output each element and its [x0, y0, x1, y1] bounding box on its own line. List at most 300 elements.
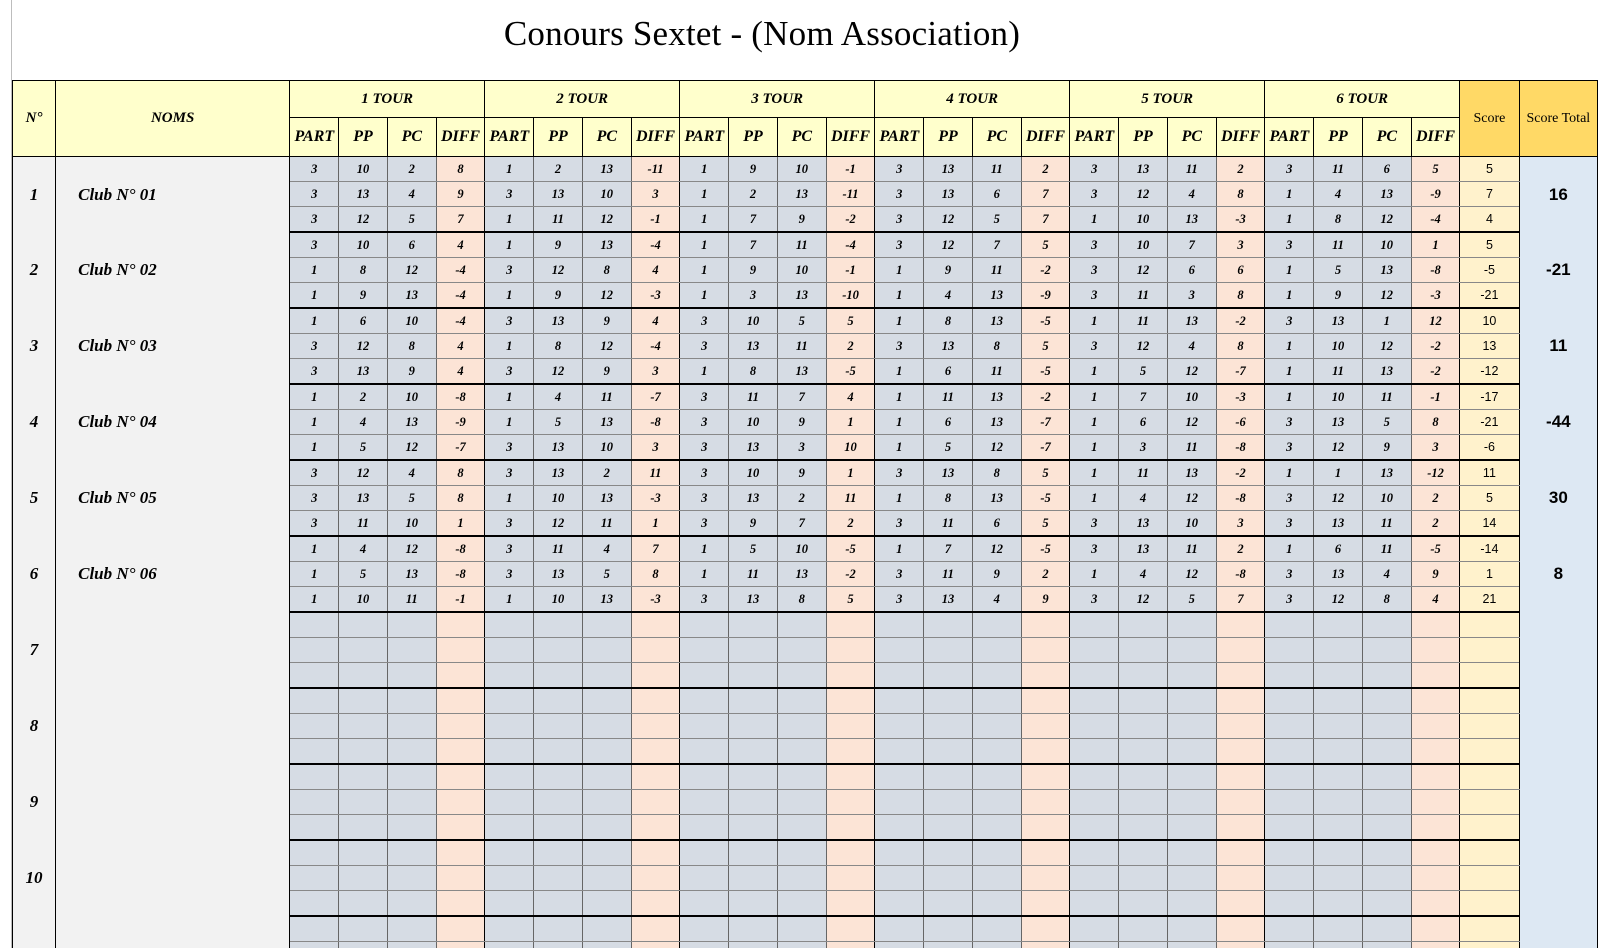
cell-part[interactable]: 1: [290, 384, 339, 410]
cell-part[interactable]: 3: [1070, 536, 1119, 562]
cell-pp[interactable]: [534, 663, 582, 689]
cell-diff[interactable]: 4: [436, 232, 484, 258]
cell-pc[interactable]: 11: [1167, 157, 1216, 182]
cell-diff[interactable]: [826, 612, 874, 638]
cell-diff[interactable]: [436, 764, 484, 790]
club-name[interactable]: Club N° 02: [56, 232, 290, 308]
club-score-total[interactable]: [1519, 688, 1597, 764]
cell-part[interactable]: [290, 764, 339, 790]
cell-pc[interactable]: 13: [582, 486, 631, 511]
cell-pc[interactable]: 13: [972, 283, 1021, 309]
cell-part[interactable]: [875, 942, 924, 948]
cell-diff[interactable]: [1216, 790, 1264, 815]
cell-pc[interactable]: 11: [1167, 536, 1216, 562]
club-score-total[interactable]: -21: [1519, 232, 1597, 308]
cell-part[interactable]: 1: [680, 562, 729, 587]
cell-pp[interactable]: 10: [339, 157, 387, 182]
cell-pp[interactable]: 5: [339, 562, 387, 587]
cell-pc[interactable]: [1167, 942, 1216, 948]
cell-pp[interactable]: 12: [1119, 258, 1167, 283]
cell-pc[interactable]: [777, 638, 826, 663]
cell-pc[interactable]: 13: [972, 308, 1021, 334]
cell-part[interactable]: [875, 916, 924, 942]
cell-diff[interactable]: [826, 790, 874, 815]
cell-pc[interactable]: [972, 790, 1021, 815]
cell-pc[interactable]: 6: [972, 182, 1021, 207]
cell-diff[interactable]: 4: [1411, 587, 1459, 613]
cell-pp[interactable]: [1119, 688, 1167, 714]
cell-part[interactable]: 1: [485, 232, 534, 258]
cell-pp[interactable]: 13: [339, 182, 387, 207]
cell-pc[interactable]: 12: [582, 334, 631, 359]
cell-pc[interactable]: 6: [1362, 157, 1411, 182]
club-name[interactable]: Club N° 03: [56, 308, 290, 384]
cell-part[interactable]: 1: [1265, 334, 1314, 359]
cell-diff[interactable]: 1: [1411, 232, 1459, 258]
cell-part[interactable]: [290, 916, 339, 942]
cell-part[interactable]: [1265, 739, 1314, 765]
cell-pc[interactable]: 12: [582, 207, 631, 233]
cell-pc[interactable]: 9: [777, 410, 826, 435]
cell-pp[interactable]: [924, 714, 972, 739]
cell-score[interactable]: [1460, 739, 1520, 765]
cell-pp[interactable]: 5: [1314, 258, 1362, 283]
club-number[interactable]: 3: [13, 308, 56, 384]
cell-part[interactable]: 1: [1070, 359, 1119, 385]
cell-pp[interactable]: 10: [534, 486, 582, 511]
cell-pc[interactable]: 13: [387, 410, 436, 435]
cell-part[interactable]: [680, 790, 729, 815]
cell-pc[interactable]: [972, 916, 1021, 942]
cell-pp[interactable]: 9: [924, 258, 972, 283]
cell-part[interactable]: [680, 840, 729, 866]
cell-pc[interactable]: 13: [582, 410, 631, 435]
cell-diff[interactable]: [1021, 916, 1069, 942]
cell-pc[interactable]: [1167, 739, 1216, 765]
cell-part[interactable]: 3: [290, 182, 339, 207]
cell-pc[interactable]: 13: [777, 182, 826, 207]
cell-diff[interactable]: [826, 739, 874, 765]
cell-diff[interactable]: [631, 638, 679, 663]
cell-diff[interactable]: 2: [1411, 511, 1459, 537]
cell-pp[interactable]: [1314, 739, 1362, 765]
cell-pc[interactable]: [1362, 815, 1411, 841]
cell-pc[interactable]: 3: [777, 435, 826, 461]
cell-part[interactable]: [290, 663, 339, 689]
cell-score[interactable]: -5: [1460, 258, 1520, 283]
club-score-total[interactable]: 11: [1519, 308, 1597, 384]
cell-pp[interactable]: [729, 790, 777, 815]
cell-part[interactable]: 3: [1265, 511, 1314, 537]
cell-diff[interactable]: -1: [1411, 384, 1459, 410]
cell-pp[interactable]: [339, 714, 387, 739]
cell-pc[interactable]: 10: [777, 258, 826, 283]
cell-part[interactable]: 3: [875, 511, 924, 537]
cell-pp[interactable]: 13: [729, 334, 777, 359]
cell-part[interactable]: [875, 815, 924, 841]
cell-part[interactable]: 1: [875, 258, 924, 283]
cell-pp[interactable]: 7: [1119, 384, 1167, 410]
cell-pp[interactable]: 9: [729, 157, 777, 182]
cell-pc[interactable]: 13: [1362, 359, 1411, 385]
cell-pc[interactable]: [582, 638, 631, 663]
cell-pc[interactable]: [972, 815, 1021, 841]
cell-diff[interactable]: [436, 942, 484, 948]
cell-part[interactable]: 1: [680, 182, 729, 207]
cell-pc[interactable]: 6: [387, 232, 436, 258]
cell-pp[interactable]: 11: [1119, 283, 1167, 309]
cell-part[interactable]: [875, 866, 924, 891]
cell-part[interactable]: 1: [1265, 536, 1314, 562]
cell-part[interactable]: [485, 916, 534, 942]
cell-diff[interactable]: 10: [826, 435, 874, 461]
cell-pp[interactable]: [729, 739, 777, 765]
cell-pp[interactable]: 7: [729, 232, 777, 258]
cell-pp[interactable]: 4: [339, 536, 387, 562]
cell-diff[interactable]: -2: [1216, 460, 1264, 486]
cell-part[interactable]: 1: [290, 308, 339, 334]
cell-diff[interactable]: 7: [1021, 207, 1069, 233]
cell-diff[interactable]: -5: [1411, 536, 1459, 562]
cell-pp[interactable]: [534, 815, 582, 841]
cell-diff[interactable]: [631, 739, 679, 765]
cell-part[interactable]: 1: [680, 232, 729, 258]
cell-pp[interactable]: [339, 891, 387, 917]
cell-diff[interactable]: -3: [631, 486, 679, 511]
cell-diff[interactable]: [1411, 891, 1459, 917]
cell-pc[interactable]: 12: [1362, 207, 1411, 233]
cell-pp[interactable]: 10: [729, 460, 777, 486]
cell-part[interactable]: [485, 764, 534, 790]
cell-pc[interactable]: 12: [1167, 359, 1216, 385]
cell-part[interactable]: 3: [485, 562, 534, 587]
cell-pp[interactable]: [1119, 840, 1167, 866]
cell-pp[interactable]: [1119, 739, 1167, 765]
cell-diff[interactable]: [436, 840, 484, 866]
cell-pc[interactable]: 13: [777, 283, 826, 309]
cell-pp[interactable]: 4: [1314, 182, 1362, 207]
cell-part[interactable]: [1265, 815, 1314, 841]
cell-pc[interactable]: 10: [1362, 232, 1411, 258]
cell-pc[interactable]: 10: [1167, 384, 1216, 410]
cell-diff[interactable]: 1: [631, 511, 679, 537]
cell-diff[interactable]: [826, 688, 874, 714]
cell-pp[interactable]: 13: [924, 460, 972, 486]
cell-score[interactable]: -6: [1460, 435, 1520, 461]
cell-pp[interactable]: 12: [339, 334, 387, 359]
cell-pc[interactable]: [777, 942, 826, 948]
cell-part[interactable]: 3: [1070, 511, 1119, 537]
cell-part[interactable]: 1: [1070, 435, 1119, 461]
cell-diff[interactable]: [1411, 612, 1459, 638]
cell-part[interactable]: [1070, 866, 1119, 891]
club-name[interactable]: Club N° 06: [56, 536, 290, 612]
cell-diff[interactable]: [1411, 840, 1459, 866]
cell-pc[interactable]: 2: [387, 157, 436, 182]
cell-pp[interactable]: 9: [339, 283, 387, 309]
cell-part[interactable]: 3: [1070, 157, 1119, 182]
cell-diff[interactable]: [1411, 688, 1459, 714]
cell-pc[interactable]: 7: [1167, 232, 1216, 258]
club-name[interactable]: [56, 916, 290, 948]
cell-pp[interactable]: 10: [1314, 334, 1362, 359]
cell-part[interactable]: 3: [680, 334, 729, 359]
cell-diff[interactable]: [1216, 714, 1264, 739]
cell-part[interactable]: [1070, 688, 1119, 714]
cell-diff[interactable]: -6: [1216, 410, 1264, 435]
cell-pc[interactable]: [1362, 688, 1411, 714]
cell-part[interactable]: 3: [680, 460, 729, 486]
cell-diff[interactable]: [1021, 663, 1069, 689]
cell-part[interactable]: 3: [1265, 587, 1314, 613]
cell-diff[interactable]: -2: [1021, 258, 1069, 283]
cell-pc[interactable]: [1362, 764, 1411, 790]
cell-pp[interactable]: 9: [1314, 283, 1362, 309]
cell-pp[interactable]: 9: [729, 258, 777, 283]
cell-pp[interactable]: 8: [1314, 207, 1362, 233]
cell-part[interactable]: [680, 891, 729, 917]
cell-part[interactable]: [875, 739, 924, 765]
cell-part[interactable]: [485, 942, 534, 948]
cell-pp[interactable]: 12: [924, 207, 972, 233]
cell-score[interactable]: 5: [1460, 157, 1520, 182]
cell-part[interactable]: [680, 688, 729, 714]
cell-diff[interactable]: -12: [1411, 460, 1459, 486]
cell-pc[interactable]: 10: [387, 308, 436, 334]
cell-part[interactable]: 1: [680, 207, 729, 233]
cell-diff[interactable]: [631, 866, 679, 891]
cell-part[interactable]: [290, 714, 339, 739]
cell-pc[interactable]: 5: [972, 207, 1021, 233]
cell-pp[interactable]: [1119, 916, 1167, 942]
cell-part[interactable]: 3: [1070, 334, 1119, 359]
cell-pc[interactable]: [1167, 764, 1216, 790]
cell-diff[interactable]: [436, 739, 484, 765]
cell-part[interactable]: [1265, 663, 1314, 689]
cell-pc[interactable]: [582, 612, 631, 638]
cell-pp[interactable]: [534, 916, 582, 942]
cell-pc[interactable]: [777, 815, 826, 841]
cell-part[interactable]: 1: [680, 283, 729, 309]
cell-diff[interactable]: -1: [436, 587, 484, 613]
cell-pc[interactable]: [1362, 714, 1411, 739]
cell-pp[interactable]: 13: [729, 587, 777, 613]
cell-part[interactable]: [680, 663, 729, 689]
cell-part[interactable]: 1: [485, 410, 534, 435]
cell-part[interactable]: [875, 790, 924, 815]
cell-pc[interactable]: 13: [1362, 460, 1411, 486]
cell-diff[interactable]: [826, 840, 874, 866]
cell-diff[interactable]: -4: [436, 308, 484, 334]
cell-pc[interactable]: 5: [1167, 587, 1216, 613]
club-name[interactable]: Club N° 04: [56, 384, 290, 460]
club-score-total[interactable]: -44: [1519, 384, 1597, 460]
cell-diff[interactable]: -9: [436, 410, 484, 435]
cell-pc[interactable]: 5: [582, 562, 631, 587]
cell-part[interactable]: 1: [875, 308, 924, 334]
cell-part[interactable]: 3: [1265, 232, 1314, 258]
cell-diff[interactable]: [1411, 764, 1459, 790]
cell-part[interactable]: [680, 942, 729, 948]
cell-pc[interactable]: 13: [972, 384, 1021, 410]
cell-pp[interactable]: [339, 815, 387, 841]
cell-pp[interactable]: [534, 790, 582, 815]
cell-diff[interactable]: 1: [826, 460, 874, 486]
cell-pc[interactable]: 13: [387, 562, 436, 587]
cell-diff[interactable]: [1216, 688, 1264, 714]
cell-pc[interactable]: 9: [582, 359, 631, 385]
cell-part[interactable]: [1070, 638, 1119, 663]
cell-part[interactable]: 3: [680, 587, 729, 613]
cell-pc[interactable]: 12: [1167, 562, 1216, 587]
cell-part[interactable]: [290, 891, 339, 917]
cell-pp[interactable]: 7: [924, 536, 972, 562]
cell-part[interactable]: 3: [1070, 258, 1119, 283]
cell-pp[interactable]: 10: [534, 587, 582, 613]
cell-pp[interactable]: [729, 663, 777, 689]
cell-pc[interactable]: [387, 790, 436, 815]
club-number[interactable]: 10: [13, 840, 56, 916]
cell-diff[interactable]: [1021, 739, 1069, 765]
cell-part[interactable]: 3: [485, 258, 534, 283]
cell-part[interactable]: 1: [875, 486, 924, 511]
cell-part[interactable]: 3: [290, 334, 339, 359]
cell-score[interactable]: [1460, 612, 1520, 638]
cell-diff[interactable]: -8: [1216, 562, 1264, 587]
cell-score[interactable]: [1460, 688, 1520, 714]
cell-pc[interactable]: 10: [582, 435, 631, 461]
cell-pp[interactable]: 6: [1314, 536, 1362, 562]
cell-part[interactable]: [1265, 638, 1314, 663]
cell-pp[interactable]: 9: [729, 511, 777, 537]
cell-pp[interactable]: 13: [924, 157, 972, 182]
cell-diff[interactable]: -2: [1216, 308, 1264, 334]
club-score-total[interactable]: [1519, 916, 1597, 948]
cell-pp[interactable]: 5: [729, 536, 777, 562]
cell-diff[interactable]: 9: [1021, 587, 1069, 613]
cell-part[interactable]: 3: [290, 460, 339, 486]
cell-pp[interactable]: [924, 764, 972, 790]
cell-part[interactable]: [1265, 916, 1314, 942]
cell-part[interactable]: [485, 688, 534, 714]
cell-diff[interactable]: [1216, 638, 1264, 663]
cell-pp[interactable]: [1119, 790, 1167, 815]
cell-part[interactable]: [680, 714, 729, 739]
cell-pp[interactable]: [339, 764, 387, 790]
cell-pp[interactable]: [1314, 714, 1362, 739]
cell-pp[interactable]: [924, 815, 972, 841]
cell-diff[interactable]: [436, 916, 484, 942]
cell-pc[interactable]: 9: [1362, 435, 1411, 461]
cell-pp[interactable]: 13: [534, 562, 582, 587]
cell-pp[interactable]: 13: [924, 587, 972, 613]
cell-score[interactable]: 13: [1460, 334, 1520, 359]
cell-pp[interactable]: [924, 612, 972, 638]
cell-pc[interactable]: 8: [777, 587, 826, 613]
cell-diff[interactable]: 8: [436, 486, 484, 511]
cell-diff[interactable]: 2: [826, 334, 874, 359]
cell-diff[interactable]: 8: [1216, 182, 1264, 207]
cell-pc[interactable]: [387, 612, 436, 638]
cell-pc[interactable]: [582, 663, 631, 689]
cell-pp[interactable]: 8: [729, 359, 777, 385]
cell-diff[interactable]: 5: [826, 308, 874, 334]
cell-diff[interactable]: [1216, 612, 1264, 638]
cell-pc[interactable]: 13: [582, 157, 631, 182]
cell-part[interactable]: [290, 866, 339, 891]
cell-pp[interactable]: [1314, 638, 1362, 663]
cell-pc[interactable]: 13: [1362, 182, 1411, 207]
cell-pp[interactable]: [1314, 688, 1362, 714]
cell-pp[interactable]: [729, 891, 777, 917]
cell-diff[interactable]: -4: [436, 283, 484, 309]
cell-pp[interactable]: 6: [1119, 410, 1167, 435]
cell-pc[interactable]: [972, 840, 1021, 866]
cell-pp[interactable]: [1314, 916, 1362, 942]
cell-score[interactable]: 10: [1460, 308, 1520, 334]
cell-part[interactable]: [1070, 916, 1119, 942]
cell-pp[interactable]: [339, 612, 387, 638]
cell-diff[interactable]: -7: [436, 435, 484, 461]
cell-part[interactable]: [680, 764, 729, 790]
cell-pp[interactable]: 10: [729, 308, 777, 334]
cell-pp[interactable]: [1119, 663, 1167, 689]
cell-pc[interactable]: [972, 764, 1021, 790]
cell-diff[interactable]: [826, 891, 874, 917]
cell-pp[interactable]: [924, 942, 972, 948]
cell-pp[interactable]: 11: [924, 562, 972, 587]
cell-part[interactable]: 3: [1265, 486, 1314, 511]
cell-diff[interactable]: 3: [1216, 511, 1264, 537]
cell-pp[interactable]: [534, 638, 582, 663]
cell-pp[interactable]: 12: [1119, 587, 1167, 613]
cell-diff[interactable]: -7: [1021, 410, 1069, 435]
cell-pp[interactable]: 13: [534, 182, 582, 207]
cell-part[interactable]: [1265, 612, 1314, 638]
cell-pc[interactable]: 10: [777, 157, 826, 182]
cell-diff[interactable]: [1411, 739, 1459, 765]
cell-part[interactable]: 1: [485, 207, 534, 233]
cell-part[interactable]: 1: [290, 410, 339, 435]
cell-part[interactable]: 3: [485, 182, 534, 207]
cell-diff[interactable]: 2: [1411, 486, 1459, 511]
cell-pc[interactable]: 4: [582, 536, 631, 562]
cell-pp[interactable]: [1119, 815, 1167, 841]
cell-diff[interactable]: 3: [631, 182, 679, 207]
cell-score[interactable]: [1460, 866, 1520, 891]
cell-pp[interactable]: 13: [1314, 410, 1362, 435]
cell-part[interactable]: 3: [485, 511, 534, 537]
cell-diff[interactable]: -2: [1411, 334, 1459, 359]
cell-diff[interactable]: [1216, 815, 1264, 841]
cell-part[interactable]: 1: [875, 359, 924, 385]
cell-diff[interactable]: [1021, 866, 1069, 891]
cell-diff[interactable]: [631, 942, 679, 948]
club-number[interactable]: [13, 916, 56, 948]
cell-pc[interactable]: [387, 764, 436, 790]
cell-pc[interactable]: 2: [777, 486, 826, 511]
cell-part[interactable]: 3: [875, 334, 924, 359]
cell-pp[interactable]: 5: [339, 435, 387, 461]
cell-pc[interactable]: 12: [387, 536, 436, 562]
cell-diff[interactable]: -7: [631, 384, 679, 410]
cell-pp[interactable]: 12: [339, 460, 387, 486]
cell-pp[interactable]: [1119, 612, 1167, 638]
cell-diff[interactable]: -2: [826, 562, 874, 587]
cell-part[interactable]: [875, 612, 924, 638]
cell-part[interactable]: 3: [875, 207, 924, 233]
cell-pc[interactable]: 7: [777, 511, 826, 537]
